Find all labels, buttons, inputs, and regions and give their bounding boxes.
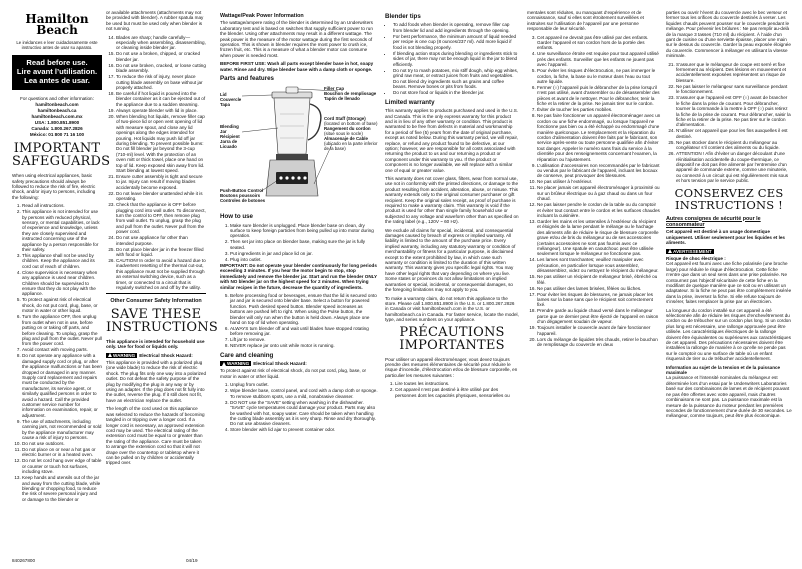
care-list xyxy=(220,382,378,432)
wattage-text: The wattage/ampere rating of the blender is determined by an Underwriters Laboratory test and is based on switches that supply sufficient power to run the blender. Using other attachments may result in a different wattage. The peak power is the measure of the motor wattage during the first seconds of operation. This is shown in blender requires the most power to crush ice, frozen fruit, etc. This is a measure of what a blender motor can consume when power is needed most. xyxy=(220,20,373,58)
part-label-cord-storage: Cord Staff (Storage) (located on bottom of base) Rangement du cordon (situé sous le socle) Almacenaje de Cable (ubicado en la parte inferior de la base) xyxy=(324,116,378,152)
fr-household: Cet appareil est destiné à un usage domestique uniquement. Utiliser seulement pour les liquides et les aliments. xyxy=(666,229,785,246)
list-item: 23. S’assurer que l’appareil est OFF (○) avant de brancher le fiche dans la prise de courant. Pour débrancher, tourner la commande à la mettre à OFF (○) puis retirez la fiche de la prise de courant. Pour débrancher, saisir la fiche et la retirer de la prise. Ne pas tirer sur le cordon d’alimentation. xyxy=(676,95,792,127)
blender-tips-list xyxy=(385,22,519,95)
warning-triangle-icon xyxy=(668,249,672,253)
list-item: 7. Lift jar to remove. xyxy=(230,337,378,342)
banner-line-3: Lea antes de usar. xyxy=(24,75,90,85)
list-item: 3. Cet appareil ne devrait pas être utilisé par des enfants. Garder l’appareil et son cordon hors de la portée des enfants. xyxy=(537,35,661,51)
fr-power-text: La puissance et l’intensité nominales du mélangeur est déterminée lors d’un essai par le Underwriters Laboratories basé sur des combinaisons de lames et de récipient pouvant ne pas être offertes avec votre appareil, mais d’autres combinaisons ne sont pas. La puissance maximale est la mesure de la puissance du moteur pendant les premières secondes de fonctionnement d’une durée de 30 secondes. Le mélangeur, comme toujours, peut être plus économique. xyxy=(666,375,792,419)
list-item: 24. N’utiliser cet appareil que pour les fins auxquelles il est destiné. xyxy=(676,128,792,139)
print-date: 04/19 xyxy=(186,557,198,563)
fr-other-title: Autres consignes de sécurité pour le consommateur xyxy=(666,215,761,228)
part-label-lid: Lid Couvercle Tapa xyxy=(220,92,242,108)
save-title-line-2: INSTRUCTIONS xyxy=(106,319,218,335)
safeguards-intro: When using electrical appliances, basic safety precautions should always be followed to reduce the risk of fire, electric shock, and/or injury to persons, including the following: xyxy=(12,173,96,200)
list-item: 11. Ne placer jamais cet appareil électroménager à proximité ou sur un brûleur électrique ou à gaz chaud ou dans un four chaud. xyxy=(537,185,661,201)
contact-intro: For questions and other information: xyxy=(20,96,94,102)
brand-logo xyxy=(12,14,102,36)
list-item: 9. L’utilisation d’accessoires non recommandés par le fabricant ou vendus par le fabricant de l’appareil, incluant les bocaux de conserve, peut provoquer des blessures. xyxy=(537,163,661,179)
list-item: 8. Do not operate any appliance with a damaged supply cord or plug, or after the appliance malfunctions or has been dropped or damaged in any manner. Supply cord replacement and repairs must be conducted by the manufacturer, its service agent, or similarly qualified persons in order to avoid a hazard. Call the provided customer service number for information on examination, repair, or adjustment. xyxy=(22,353,102,418)
list-item: 6. Turn the appliance OFF, then unplug from outlet when not in use, before putting on or taking off parts, and before cleaning. To unplug, grasp the plug and pull from the outlet. Never pull from the power cord. xyxy=(22,314,102,346)
parts-title: Parts and features xyxy=(220,75,274,83)
list-item: 21. S’assurer que le mélangeur de coupe est serré et fixe fermement au récipient. Des lésions en mouvement et accidentellement exposées représentent un risque de blessure. xyxy=(676,62,792,84)
safeguards-title xyxy=(12,141,111,170)
list-item: 14. Blades are sharp; handle carefully—especially when assembling, disassembling, or cleaning inside blender jar. xyxy=(116,35,206,51)
list-item: 20. Lors du mélange de liquides très chauds, retirer le bouchon de remplissage du couvercle en deux xyxy=(537,337,661,348)
save-title-line-1: SAVE THESE xyxy=(110,306,202,322)
list-item: 25. Do not place blender jar in the freezer filled with food or liquid. xyxy=(116,247,206,258)
household-note: This appliance is intended for household use only. Use for food or liquids only. xyxy=(106,338,205,350)
warning-badge: WARNING xyxy=(106,353,137,358)
list-item: 4. Close supervision is necessary when any appliance is used near children. Children should be supervised to ensure that they do not play with the appliance. xyxy=(22,270,102,297)
warning-triangle-icon xyxy=(108,353,112,357)
fr-title-line-2: IMPORTANTES xyxy=(399,337,505,353)
column-3 xyxy=(220,10,378,559)
list-item: 21. Ensure cutter assembly is tight and secure to jar. Injury can result if moving blades accidentally become exposed. xyxy=(116,174,206,190)
banner-line-2: Lire avant l’utilisation. xyxy=(16,66,98,76)
list-item: 14. Les lames sont tranchantes; veuillez manipuler avec précaution, en particulier lorsque vous assemblez, désassemblez, videz ou nettoyez le récipient du mélangeur. xyxy=(537,257,661,273)
warranty-title: Limited warranty xyxy=(385,98,435,106)
how-to-use-list-2 xyxy=(220,293,378,349)
warranty-text-2: This warranty does not cover glass, filters, wear from normal use, use not in conformity with the printed directions, or damage to the product resulting from accident, alteration, abuse, or misuse. This warranty extends only to the original consumer purchaser or gift recipient. Keep the original sales receipt, as proof of purchase is required to make a warranty claim. This warranty is void if the product is used for other than single family household use or subjected to any voltage and waveform other than as specified on the rating label (e.g., 120V ~ 60 Hz). xyxy=(385,175,519,225)
list-item: 13. Garder les mains et les ustensiles à l’extérieur du récipient et éloignés de la lame pendant le mélange ou le hachage des aliments afin de réduire le risque de blessure corporelle grave et/ou de bris du mélangeur ou de ses accessoires (certains accessoires ne sont pas fournis avec ce mélangeur). Une spatule en caoutchouc peut être utilisée seulement lorsque le mélangeur ne fonctionne pas. xyxy=(537,219,661,257)
column-6 xyxy=(666,10,792,559)
list-item: 1. Make sure blender is unplugged. Place blender base on clean, dry surface to keep foreign particles from being pulled up into motor during operation. xyxy=(230,223,378,239)
list-item: 19. Toujours installer le couvercle avant de faire fonctionner l’appareil. xyxy=(537,325,661,336)
list-item: 9. The use of attachments, including canning jars, not recommended or sold by the appliance manufacturer may cause a risk of injury to persons. xyxy=(22,419,102,441)
conservez-line-2: INSTRUCTIONS ! xyxy=(675,197,783,212)
list-item: 3. Put ingredients in jar and place lid on jar. xyxy=(230,251,378,256)
list-item: 12. Do not let cord hang over edge of table or counter or touch hot surfaces, including stove. xyxy=(22,458,102,474)
conservez-title xyxy=(666,187,792,211)
tagline: Le inédances e leer cuidadosamente este instructivo antes de usar su aparato. xyxy=(16,40,98,51)
list-item: 22. Ne pas laisser le mélangeur sans surveillance pendant le fonctionnement. xyxy=(676,84,792,95)
list-item: • To add foods when blender is operating, remove filler cap from blender lid and add ingredients through the opening. xyxy=(393,22,519,33)
list-item: 1. Lire toutes les instructions. xyxy=(395,381,519,386)
column-4 xyxy=(385,10,519,559)
conservez-line-1: CONSERVEZ CES xyxy=(674,185,784,200)
list-item: 11. Do not place on or near a hot gas or electric burner or in a heated oven. xyxy=(22,447,102,458)
safeguards-title-line-1: IMPORTANT xyxy=(13,141,101,157)
list-item: 22. Do not leave blender unattended while it is operating. xyxy=(116,191,206,202)
how-to-use-list xyxy=(220,223,378,263)
list-item: 1. Unplug from outlet. xyxy=(230,382,378,387)
fr-intro: Pour utiliser un appareil électroménager, vous devez toujours prendre des mesures élémentaires de sécurité pour réduire le risque d’incendie, d’électrocution et/ou de blessure corporelle, en particulier les mesures suivantes : xyxy=(385,356,518,378)
fr-power-title: Information au sujet de la tension et de la puissance maximale xyxy=(666,364,781,376)
column-5 xyxy=(527,10,661,559)
list-item: 19. Always operate blender with lid in place. xyxy=(116,108,206,113)
care-shock-title: Electrical Shock Hazard: xyxy=(253,361,307,367)
list-item: 2. This appliance is not intended for use by persons with reduced physical, sensory, or mental capabilities, or lack of experience and knowledge, unless they are closely supervised and instructed concerning use of the appliance by a person responsible for their safety. xyxy=(22,209,102,252)
list-item: 13. Keep hands and utensils out of the jar and away from the cutting blade, while blending or chopping food, to reduce the risk of severe personal injury and or damage to the blender or xyxy=(22,475,102,502)
list-item: 2. Then set jar into place on blender base, making sure the jar is fully seated. xyxy=(230,239,378,250)
fr-precautions-list-2 xyxy=(527,35,661,348)
save-instructions-title xyxy=(106,306,218,335)
banner-line-1: Read before use. xyxy=(26,58,88,68)
contact-canada-site[interactable]: hamiltonbeach.ca xyxy=(37,108,77,114)
list-item: 18. Prendre garde au liquide chaud versé dans le mélangeur parce que ce dernier peut être éjecté de l’appareil en raison d’un dégagement soudain de vapeur. xyxy=(537,308,661,324)
list-item: 25. Ne pas stocker dans le récipient du mélangeur au congélateur s’il contient des aliments ou du liquide. xyxy=(676,140,792,151)
list-item: 5. To protect against risk of electrical shock, do not put cord, plug, base, or motor in water or other liquid. xyxy=(22,297,102,313)
list-item: 16. Do not use broken, cracked, or loose cutting blade assembly. xyxy=(116,63,206,74)
list-item: • Do not store food or liquids in the blender jar. xyxy=(393,90,519,95)
part-number: 840267800 xyxy=(12,557,35,563)
list-item: 12. Ne pas laisser pendre le cordon de la table ou du comptoir et éviter tout contact entre le cordon et les surfaces chaudes incluant la cuisinière. xyxy=(537,202,661,218)
column-2 xyxy=(106,10,218,559)
list-item: 26. ATTENTION ! Afin d’éviter un danger découlant d’une réinitialisation accidentelle du coupe-thermique, ce dispositif ne doit pas être alimenté par l’entremise d’un appareil de commande externe, comme une minuterie, ou connecté à un circuit qui est régulièrement mis sous et hors tension par le service public. xyxy=(676,151,792,183)
contact-usa-site[interactable]: hamiltonbeach.com xyxy=(35,102,79,108)
list-item: 3. DO NOT use the "SAVE" setting when washing in the dishwasher. "SAVE" cycle temperatures could damage your product. Parts may also be washed with hot, soapy water. Care should be taken when handling the cutting blade assembly as it is very sharp. Rinse and dry thoroughly. Do not use abrasive cleaners. xyxy=(230,400,378,427)
list-item: 10. Ne pas utiliser à l’extérieur. xyxy=(537,179,661,184)
blender-tips-title: Blender tips xyxy=(385,13,421,20)
safeguards-title-line-2: SAFEGUARDS xyxy=(12,154,111,170)
list-item: 3. This appliance shall not be used by children. Keep the appliance and its cord out of reach of children. xyxy=(22,253,102,269)
before-first-use: BEFORE FIRST USE: Wash all parts except blender base in hot, soapy water. Rinse and dry. Wipe blender base with a damp cloth or sponge. xyxy=(220,61,374,72)
fr-warning-badge: AVERTISSEMENT xyxy=(666,249,714,254)
safeguards-continued: or available attachments (attachments may not be provided with blender). A rubber spatula may be used but must be used only when blender is not running. xyxy=(106,10,204,32)
fr-precautions-list-3 xyxy=(666,62,792,184)
warning-triangle-icon xyxy=(222,362,226,366)
list-item: 1. Read all instructions. xyxy=(22,203,102,208)
column-1 xyxy=(12,10,111,559)
care-warning-line xyxy=(220,361,378,366)
shock-text: This appliance is provided with a polarized plug (one wide blade) to reduce the risk of electric shock. The plug fits only one way into a polarized outlet. Do not defeat the safety purpose of the plug by modifying the plug in any way or by using an adapter. If the plug does not fit fully into the outlet, reverse the plug. If it still does not fit, have an electrician replace the outlet. xyxy=(106,360,207,403)
list-item: 6. ALWAYS turn blender off and wait until blades have stopped rotating before removing jar. xyxy=(230,326,378,337)
fr-cord-text: La longueur du cordon installé sur cet appareil a été sélectionnée afin de réduire les risques d’enchevêtrement du cordon ou de trébucher sur un cordon plus long. Si un cordon plus long est nécessaire, une rallonge approuvée peut être utilisée. Les caractéristiques électriques de la rallonge doivent être équivalentes ou supérieures aux caractéristiques de cet appareil. Des précautions nécessaires doivent être installées la rallonge de manière à ce qu’elle ne pende pas sur le comptoir ou une surface de table où un enfant risquerait de tirer ou de trébucher accidentellement. xyxy=(666,307,791,362)
safeguards-list-2 xyxy=(106,35,206,291)
fr-title-line-1: PRÉCAUTIONS xyxy=(399,324,505,340)
list-item: 24. Do not use appliance for other than intended purpose. xyxy=(116,235,206,246)
fr-warning-line xyxy=(666,249,792,254)
fr-continued: mentales sont réduites, ou manquant d’expérience et de connaissance, sauf si elles sont étroitement surveillées et instruites sur l’utilisation de l’appareil par une personne responsable de leur sécurité. xyxy=(527,10,644,32)
logo-line-2: Beach xyxy=(36,23,78,37)
list-item: 15. Do not use a broken, chipped, or cracked blender jar. xyxy=(116,51,206,62)
list-item: 15. Ne pas utiliser un récipient de mélangeur brisé, ébréché ou fêlé. xyxy=(537,274,661,285)
contact-mexico-site[interactable]: hamiltonbeach.com.mx xyxy=(31,114,83,120)
fr-shock-text: Cet appareil est fourni avec une fiche polarisée (une broche large) pour réduire le risque d’électrocution. Cette fiche n’entre que dans un seul sens dans une prise polarisée. Ne contournez pas l’objectif sécuritaire de cette fiche en la modifiant de quelque manière que ce soit ou en utilisant un adaptateur. Si la fiche ne peut pas être complètement insérée dans la prise, inversez la fiche. Si elle refuse toujours de s’insérer, faites remplacer la prise par un électricien. xyxy=(666,261,792,305)
list-item: 20. When blending hot liquids, remove filler cap of two-piece lid or open vent opening of lid with measure spout, and close any lid openings along the edges intended for pouring. Hot liquids may push lid off jar during blending. To prevent possible burns: Do not fill blender jar beyond the 3-cup (710-ml) level. With the protection of an oven mitt or thick towel, place one hand on top of lid. Keep exposed skin away from lid. Start blending at lowest speed. xyxy=(116,114,206,173)
read-before-use-banner xyxy=(12,55,102,90)
warranty-text-3: We exclude all claims for special, incidental, and consequential damages caused by breach of express or implied warranty. All liability is limited to the amount of the purchase price. Every implied warranty, including any statutory warranty or condition of merchantability or fitness for a particular purpose, is disclaimed except to the extent prohibited by law, in which case such warranty or condition is limited to the duration of this written warranty. This warranty gives you specific legal rights. You may have other legal rights that vary depending on where you live. Some states or provinces do not allow limitations on implied warranties or special, incidental, or consequential damages, so the foregoing limitations may not apply to you. xyxy=(385,227,516,293)
list-item: 4. Plug into outlet. xyxy=(230,257,378,262)
fr-continued-2: parties ou ouvrir l’évent du couvercle avec le bec verseur et fermer tous les orifices du couvercle destinés à verser. Les liquides chauds peuvent pousser sur le couvercle pendant le mélange. Pour prévenir les brûlures : Ne pas remplir au-delà de la marque 3 tasses (710 ml) du récipient. À l’aide d’un gant de cuisine ou d’une serviette épaisse, placer une main sur le dessus du couvercle. Garder la peau exposée éloignée du couvercle. Commencer à mélanger en utilisant la vitesse minimale. xyxy=(666,10,791,59)
contact-block xyxy=(12,96,102,138)
list-item: 5. Before processing food or beverages, ensure that the lid is secured onto jar and jar is secured onto blender base. Select a button for powered function. Push desired speed button. Blender speed increases as buttons are pushed left to right. When using the Pulse button, the blender will only run when the button is held down. Always place one hand on top of lid when operating. xyxy=(230,293,378,325)
how-to-use-title: How to use xyxy=(220,213,254,221)
contact-usa-phone: USA: 1.800.851.8900 xyxy=(34,120,80,126)
safeguards-list-1 xyxy=(12,203,102,502)
part-label-jar: Blending Jar Récipient Jarra de Licuado xyxy=(220,124,240,150)
list-item: 6. Fermer (○) l’appareil puis le débrancher de la prise lorsqu’il n’est pas utilisé, avant d’assembler ou de désassembler des pièces et avant de le nettoyer. Pour le débrancher, tenir la fiche et la retirer de la prise. Ne jamais tirer sur le cordon. xyxy=(537,85,661,107)
list-item: 16. Ne pas utiliser des lames brisées, fêlées ou lâches. xyxy=(537,286,661,291)
list-item: 23. Check that the appliance is OFF before plugging cord into wall outlet. To disconnect, turn the control to OFF, then remove plug from wall outlet. To unplug, grasp the plug and pull from the outlet. Never pull from the power cord. xyxy=(116,202,206,234)
care-warning-badge: WARNING xyxy=(220,361,251,366)
list-item: • If blending action stops during blending or ingredients stick to sides of jar, there may not be enough liquid in the jar to blend efficiently. xyxy=(393,51,519,67)
cord-text: The length of the cord used on this appliance was selected to reduce the hazards of becoming tangled in or tripping over a longer cord. If a longer cord is necessary, an approved extension cord may be used. The electrical rating of the extension cord must be equal to or greater than the rating of the appliance. Care must be taken to arrange the extension cord so that it will not drape over the countertop or tabletop where it can be pulled on by children or accidentally tripped over. xyxy=(106,406,205,466)
important-note: IMPORTANT: Do not operate your blender continuously for long periods exceeding 3 minutes. If you hear the motor begin to stop, stop immediately and remove the blender jar. Start and run the blender ONLY with NO blender jar on the highest speed for 2 minutes. When trying similar recipes in the future, decrease the quantity of ingredients. xyxy=(220,262,377,290)
contact-canada-phone: Canada: 1.800.267.2826 xyxy=(31,126,83,132)
other-safety-title: Other Consumer Safety Information xyxy=(110,298,202,305)
list-item: 8. NEVER replace jar onto unit while motor is running. xyxy=(230,343,378,348)
part-label-push-button: Push-Button Control Boutons poussoirs Controles de botones xyxy=(220,188,266,204)
contact-mexico-phone: México: 01 800 71 16 100 xyxy=(29,132,85,138)
list-item: 26. CAUTION! In order to avoid a hazard due to inadvertent resetting of the thermal cut-out, this appliance must not be supplied through an external switching device, such as a timer, or connected to a circuit that is regularly switched on and off by the utility. xyxy=(116,258,206,290)
list-item: 4. Une surveillance étroite est requise pour tout appareil utilisé près des enfants. Surveiller que les enfants ne jouent pas avec l’appareil. xyxy=(537,51,661,67)
list-item: • Do not try to mash potatoes, mix stiff dough, whip egg whites, grind raw meat, or extract juices from fruits and vegetables. Do not blend dry ingredients such as grains and coffee beans. Remove bones or pits from foods. xyxy=(393,68,519,90)
list-item: 17. Pour éviter les risques de blessures, ne jamais placer les lames sur la base sans que le récipient soit correctement fixé. xyxy=(537,292,661,308)
blender-diagram xyxy=(220,84,378,209)
list-item: 18. Be careful if hot liquid is poured into the blender container as it can be ejected out of the appliance due to a sudden steaming. xyxy=(116,91,206,107)
list-item: 10. Do not use outdoors. xyxy=(22,441,102,446)
fr-precautions-title xyxy=(385,326,519,352)
list-item: 4. Store blender with lid ajar to prevent container odor. xyxy=(230,427,378,432)
warranty-text-4: To make a warranty claim, do not return this appliance to the store. Please call 1.800.851.8900 in the U.S. or 1.800.267.2826 in Canada or visit hamiltonbeach.com in the U.S. or hamiltonbeach.ca in Canada. For faster service, locate the model, type, and series numbers on your appliance. xyxy=(385,295,519,323)
fr-precautions-list xyxy=(385,381,519,398)
part-label-filler-cap: Filler Cap Bouchon de remplissage Tapón de llenado xyxy=(324,86,377,102)
list-item: 2. Cet appareil n’est pas destiné à être utilisé par des personnes dont les capacités physiques, sensorielles ou xyxy=(395,387,519,398)
shock-warning-line xyxy=(106,353,206,358)
warranty-text-1: This warranty applies to products purchased and used in the U.S. and Canada. This is the only express warranty for this product and is in lieu of any other warranty or condition. This product is warranted to be free from defects in material and workmanship for a period of five (5) years from the date of original purchase, except as noted below. During this warranty period, we will repair, replace, or refund any product found to be defective, at our option; however, we are responsible for all costs associated with returning the product to us and our returning a product or component under this warranty to you. If the product or component is no longer available, we will replace with a similar one of equal or greater value. xyxy=(385,108,519,173)
list-item: 7. Avoid contact with moving parts. xyxy=(22,347,102,352)
care-intro: To protect against risk of electrical shock, do not put cord, plug, base, or motor in water or other liquid. xyxy=(220,368,367,379)
wattage-title: Wattage/Peak Power Information xyxy=(220,13,304,19)
list-item: 2. Wipe blender base, control panel, and cord with a damp cloth or sponge. To remove stubborn spots, use a mild, nonabrasive cleanser. xyxy=(230,388,378,399)
fr-shock-title: Risque de choc électrique : xyxy=(666,255,726,261)
care-title: Care and cleaning xyxy=(220,351,274,359)
list-item: 8. Ne pas faire fonctionner un appareil électroménager avec un cordon ou une fiche endommagé, ou lorsque l’appareil ne fonctionne pas bien ou a été échappé ou endommagé d’une manière quelconque. Le remplacement et la réparation du cordon d’alimentation doivent être faits par le fabricant, son service après-vente ou toute personne qualifiée afin d’éviter tout danger. Appeler le numéro sans frais du service à la clientèle pour des renseignements concernant l’examen, la réparation ou l’ajustement. xyxy=(537,113,661,162)
list-item: 7. Éviter de toucher les parties mobiles. xyxy=(537,107,661,112)
list-item: 17. To reduce the risk of injury, never place cutting blade assembly on base without jar properly attached. xyxy=(116,74,206,90)
divider xyxy=(106,293,206,294)
list-item: • For best performance, the minimum amount of liquid needed per recipe is one cup (8 ounces/237 ml). Add more liquid if food is not blending properly. xyxy=(393,34,519,50)
logo-line-1: Hamilton xyxy=(25,12,89,26)
shock-title: Electrical Shock Hazard: xyxy=(139,352,193,358)
list-item: 5. Pour éviter les risques d’électrocution, ne pas immerger le cordon, la fiche, la base ou le moteur dans l’eau ou tout autre liquide. xyxy=(537,68,661,84)
